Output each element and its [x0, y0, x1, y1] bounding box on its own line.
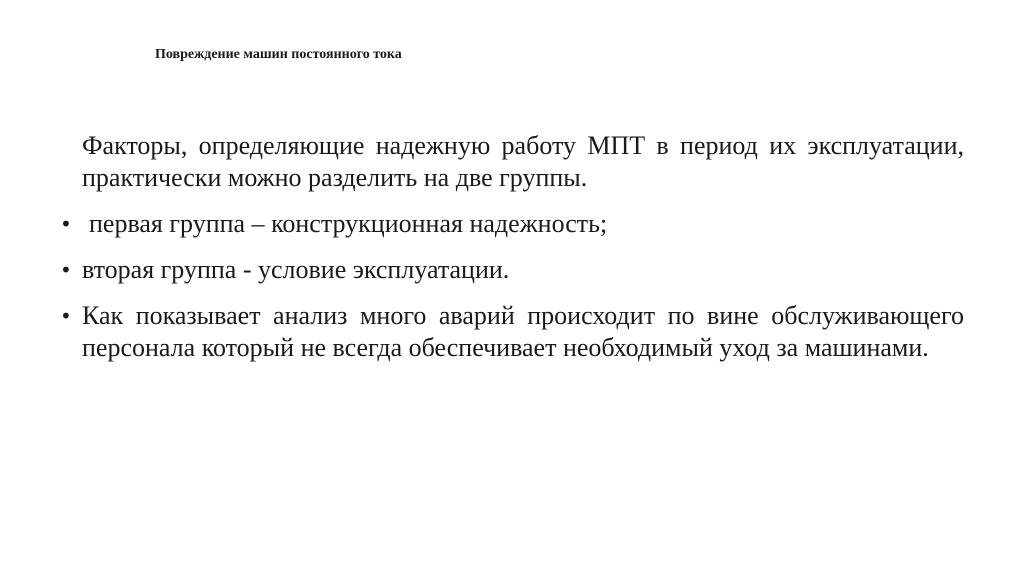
bullet-icon: •	[60, 212, 72, 236]
bullet-icon: •	[60, 304, 72, 328]
bullet-text-1: первая группа – конструкционная надежность;	[89, 209, 608, 238]
intro-paragraph: Факторы, определяющие надежную работу МПТ в период их эксплуатации, практически можно разделить на две группы.	[82, 131, 964, 192]
bullet-item-1	[60, 208, 964, 240]
bullet-item-2	[60, 254, 964, 286]
slide-content	[60, 130, 964, 378]
bullet-text-3: Как показывает анализ много аварий происходит по вине обслуживающего персонала который не всегда обеспечивает необходимый уход за машинами.	[82, 301, 964, 362]
bullet-icon: •	[60, 258, 72, 282]
slide-title: Повреждение машин постоянного тока	[155, 47, 402, 62]
bullet-text-2: вторая группа - условие эксплуатации.	[82, 255, 510, 284]
bullet-list	[60, 208, 964, 364]
bullet-item-3	[60, 300, 964, 364]
